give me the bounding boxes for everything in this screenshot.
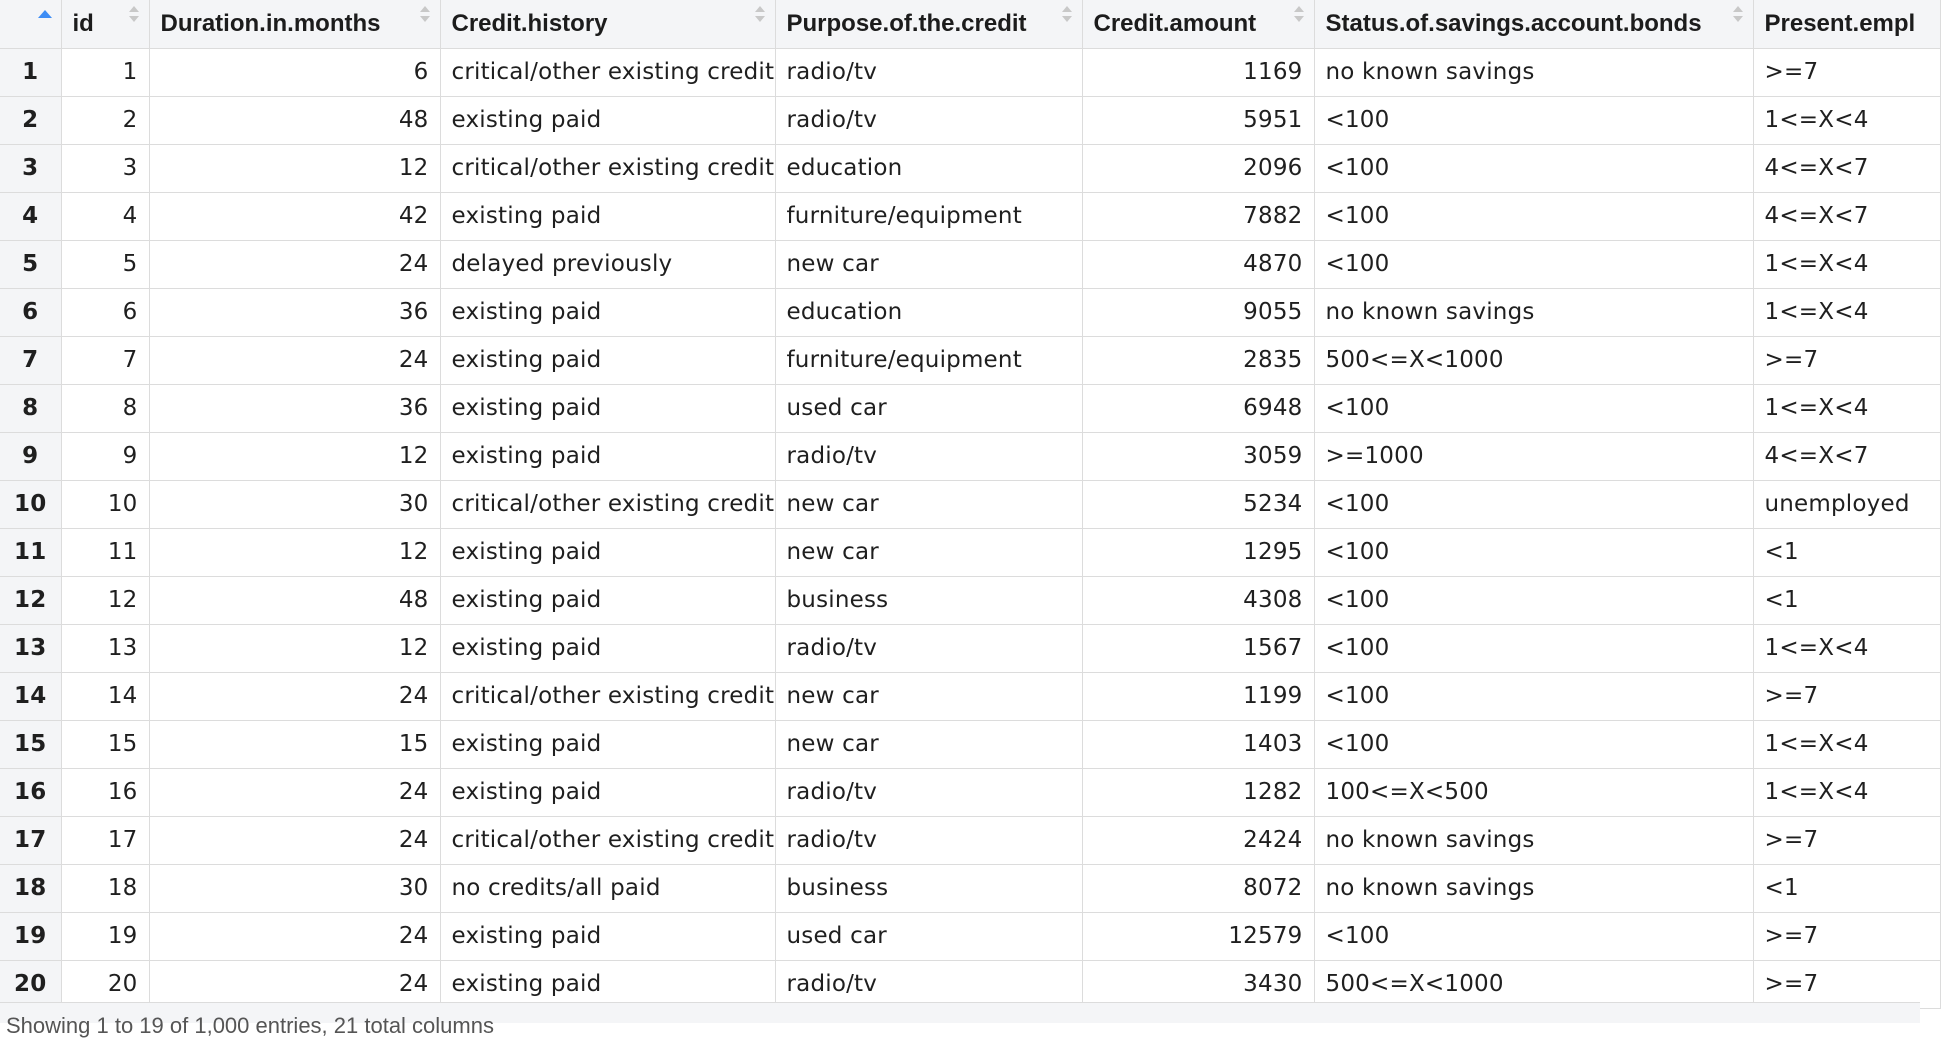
cell-duration: 36 <box>149 384 440 432</box>
cell-savings: >=1000 <box>1314 432 1753 480</box>
row-number: 14 <box>0 672 61 720</box>
table-row <box>0 576 1940 624</box>
cell-id: 19 <box>61 912 149 960</box>
cell-employment: 1<=X<4 <box>1753 240 1940 288</box>
cell-credit-history: existing paid <box>440 384 775 432</box>
row-number: 8 <box>0 384 61 432</box>
row-number: 2 <box>0 96 61 144</box>
cell-credit-history: existing paid <box>440 624 775 672</box>
cell-credit-amount: 1199 <box>1082 672 1314 720</box>
cell-credit-amount: 5951 <box>1082 96 1314 144</box>
column-header-label: id <box>72 9 94 37</box>
table-row <box>0 48 1940 96</box>
cell-purpose: used car <box>775 912 1082 960</box>
sort-icon[interactable] <box>1733 6 1743 28</box>
cell-credit-amount: 3430 <box>1082 960 1314 1008</box>
table-row <box>0 528 1940 576</box>
column-header-label: Credit.history <box>451 9 608 37</box>
cell-id: 15 <box>61 720 149 768</box>
cell-purpose: new car <box>775 672 1082 720</box>
cell-id: 3 <box>61 144 149 192</box>
cell-credit-amount: 2835 <box>1082 336 1314 384</box>
cell-employment: 1<=X<4 <box>1753 624 1940 672</box>
table-row <box>0 336 1940 384</box>
cell-savings: 100<=X<500 <box>1314 768 1753 816</box>
cell-duration: 24 <box>149 336 440 384</box>
sort-icon[interactable] <box>1062 6 1072 28</box>
cell-purpose: new car <box>775 720 1082 768</box>
cell-purpose: radio/tv <box>775 768 1082 816</box>
row-number: 20 <box>0 960 61 1008</box>
cell-id: 10 <box>61 480 149 528</box>
cell-id: 12 <box>61 576 149 624</box>
cell-employment: 4<=X<7 <box>1753 144 1940 192</box>
cell-credit-history: critical/other existing credit <box>440 816 775 864</box>
cell-duration: 12 <box>149 144 440 192</box>
row-number: 12 <box>0 576 61 624</box>
cell-duration: 12 <box>149 528 440 576</box>
cell-credit-history: existing paid <box>440 432 775 480</box>
cell-duration: 6 <box>149 48 440 96</box>
sort-icon[interactable] <box>129 6 139 28</box>
cell-purpose: radio/tv <box>775 48 1082 96</box>
cell-savings: <100 <box>1314 624 1753 672</box>
sort-icon[interactable] <box>755 6 765 28</box>
cell-credit-amount: 1567 <box>1082 624 1314 672</box>
cell-duration: 48 <box>149 96 440 144</box>
cell-savings: 500<=X<1000 <box>1314 960 1753 1008</box>
cell-credit-amount: 8072 <box>1082 864 1314 912</box>
column-header-label: Purpose.of.the.credit <box>786 9 1027 37</box>
cell-credit-history: existing paid <box>440 528 775 576</box>
cell-duration: 36 <box>149 288 440 336</box>
cell-savings: <100 <box>1314 240 1753 288</box>
table-row <box>0 384 1940 432</box>
row-number: 16 <box>0 768 61 816</box>
cell-credit-history: existing paid <box>440 720 775 768</box>
cell-duration: 12 <box>149 624 440 672</box>
row-number: 7 <box>0 336 61 384</box>
cell-credit-amount: 7882 <box>1082 192 1314 240</box>
column-header-credit-amount[interactable] <box>1082 0 1314 48</box>
cell-id: 11 <box>61 528 149 576</box>
cell-purpose: furniture/equipment <box>775 336 1082 384</box>
cell-credit-amount: 1282 <box>1082 768 1314 816</box>
row-number: 6 <box>0 288 61 336</box>
row-number: 13 <box>0 624 61 672</box>
cell-savings: <100 <box>1314 480 1753 528</box>
cell-purpose: radio/tv <box>775 624 1082 672</box>
cell-purpose: education <box>775 288 1082 336</box>
column-header-employment[interactable] <box>1753 0 1940 48</box>
cell-savings: no known savings <box>1314 816 1753 864</box>
cell-credit-amount: 4870 <box>1082 240 1314 288</box>
cell-id: 9 <box>61 432 149 480</box>
cell-credit-history: existing paid <box>440 192 775 240</box>
cell-credit-history: delayed previously <box>440 240 775 288</box>
table-row <box>0 624 1940 672</box>
cell-purpose: business <box>775 576 1082 624</box>
row-number: 19 <box>0 912 61 960</box>
table-row <box>0 864 1940 912</box>
header-row <box>0 0 1940 48</box>
cell-savings: no known savings <box>1314 288 1753 336</box>
cell-savings: <100 <box>1314 528 1753 576</box>
sort-ascending-icon[interactable] <box>38 10 52 18</box>
cell-savings: <100 <box>1314 144 1753 192</box>
cell-savings: <100 <box>1314 576 1753 624</box>
cell-duration: 24 <box>149 912 440 960</box>
column-header-id[interactable] <box>61 0 149 48</box>
column-header-label: Present.empl <box>1764 9 1916 37</box>
cell-employment: 1<=X<4 <box>1753 768 1940 816</box>
table-row <box>0 768 1940 816</box>
cell-savings: <100 <box>1314 912 1753 960</box>
cell-employment: 1<=X<4 <box>1753 720 1940 768</box>
cell-savings: <100 <box>1314 96 1753 144</box>
row-number: 11 <box>0 528 61 576</box>
cell-duration: 24 <box>149 816 440 864</box>
cell-credit-amount: 1403 <box>1082 720 1314 768</box>
cell-id: 8 <box>61 384 149 432</box>
cell-duration: 12 <box>149 432 440 480</box>
cell-purpose: used car <box>775 384 1082 432</box>
cell-credit-history: critical/other existing credit <box>440 480 775 528</box>
cell-purpose: radio/tv <box>775 96 1082 144</box>
cell-id: 14 <box>61 672 149 720</box>
row-number: 4 <box>0 192 61 240</box>
cell-credit-amount: 1295 <box>1082 528 1314 576</box>
cell-credit-amount: 12579 <box>1082 912 1314 960</box>
row-number: 5 <box>0 240 61 288</box>
cell-credit-history: critical/other existing credit <box>440 672 775 720</box>
cell-employment: >=7 <box>1753 912 1940 960</box>
cell-purpose: new car <box>775 240 1082 288</box>
cell-id: 1 <box>61 48 149 96</box>
cell-duration: 15 <box>149 720 440 768</box>
cell-purpose: education <box>775 144 1082 192</box>
cell-employment: 4<=X<7 <box>1753 192 1940 240</box>
cell-credit-amount: 2424 <box>1082 816 1314 864</box>
column-header-credit-history[interactable] <box>440 0 775 48</box>
cell-credit-history: existing paid <box>440 576 775 624</box>
cell-credit-history: critical/other existing credit <box>440 144 775 192</box>
status-bar <box>0 1002 1920 1038</box>
cell-employment: >=7 <box>1753 960 1940 1008</box>
cell-duration: 48 <box>149 576 440 624</box>
column-header-savings[interactable] <box>1314 0 1753 48</box>
cell-id: 18 <box>61 864 149 912</box>
cell-purpose: new car <box>775 528 1082 576</box>
cell-credit-amount: 5234 <box>1082 480 1314 528</box>
cell-employment: <1 <box>1753 576 1940 624</box>
cell-id: 16 <box>61 768 149 816</box>
cell-savings: <100 <box>1314 192 1753 240</box>
cell-employment: >=7 <box>1753 48 1940 96</box>
cell-id: 2 <box>61 96 149 144</box>
table-row <box>0 720 1940 768</box>
row-number: 18 <box>0 864 61 912</box>
sort-icon[interactable] <box>420 6 430 28</box>
cell-savings: 500<=X<1000 <box>1314 336 1753 384</box>
table-row <box>0 816 1940 864</box>
cell-credit-history: critical/other existing credit <box>440 48 775 96</box>
cell-savings: <100 <box>1314 720 1753 768</box>
row-number: 3 <box>0 144 61 192</box>
cell-credit-amount: 9055 <box>1082 288 1314 336</box>
cell-employment: >=7 <box>1753 672 1940 720</box>
cell-purpose: radio/tv <box>775 432 1082 480</box>
cell-savings: <100 <box>1314 672 1753 720</box>
cell-employment: unemployed <box>1753 480 1940 528</box>
cell-credit-amount: 6948 <box>1082 384 1314 432</box>
cell-credit-history: existing paid <box>440 912 775 960</box>
cell-id: 17 <box>61 816 149 864</box>
cell-credit-history: no credits/all paid <box>440 864 775 912</box>
cell-duration: 30 <box>149 864 440 912</box>
cell-id: 13 <box>61 624 149 672</box>
column-header-purpose[interactable] <box>775 0 1082 48</box>
cell-employment: <1 <box>1753 528 1940 576</box>
table-row <box>0 144 1940 192</box>
cell-purpose: furniture/equipment <box>775 192 1082 240</box>
table-row <box>0 288 1940 336</box>
row-number: 10 <box>0 480 61 528</box>
row-number: 1 <box>0 48 61 96</box>
cell-credit-history: existing paid <box>440 336 775 384</box>
cell-savings: no known savings <box>1314 864 1753 912</box>
cell-credit-history: existing paid <box>440 768 775 816</box>
cell-purpose: radio/tv <box>775 816 1082 864</box>
column-header-label: Status.of.savings.account.bonds <box>1325 9 1702 37</box>
cell-duration: 24 <box>149 672 440 720</box>
cell-id: 6 <box>61 288 149 336</box>
cell-employment: >=7 <box>1753 336 1940 384</box>
column-header-rownum[interactable] <box>0 0 61 48</box>
table-row <box>0 480 1940 528</box>
cell-purpose: new car <box>775 480 1082 528</box>
cell-duration: 42 <box>149 192 440 240</box>
cell-savings: <100 <box>1314 384 1753 432</box>
cell-duration: 24 <box>149 768 440 816</box>
cell-id: 5 <box>61 240 149 288</box>
cell-purpose: business <box>775 864 1082 912</box>
table-body <box>0 48 1940 1008</box>
cell-id: 7 <box>61 336 149 384</box>
cell-credit-amount: 4308 <box>1082 576 1314 624</box>
cell-employment: 1<=X<4 <box>1753 96 1940 144</box>
cell-credit-history: existing paid <box>440 960 775 1008</box>
table-row <box>0 240 1940 288</box>
table-row <box>0 672 1940 720</box>
column-header-label: Credit.amount <box>1093 9 1257 37</box>
cell-employment: >=7 <box>1753 816 1940 864</box>
column-header-label: Duration.in.months <box>160 9 381 37</box>
table-row <box>0 960 1940 1008</box>
cell-credit-history: existing paid <box>440 96 775 144</box>
cell-employment: 4<=X<7 <box>1753 432 1940 480</box>
cell-credit-amount: 2096 <box>1082 144 1314 192</box>
cell-employment: <1 <box>1753 864 1940 912</box>
cell-duration: 24 <box>149 240 440 288</box>
cell-employment: 1<=X<4 <box>1753 288 1940 336</box>
table-row <box>0 192 1940 240</box>
entries-status-text: Showing 1 to 19 of 1,000 entries, 21 total columns <box>6 1013 494 1038</box>
cell-purpose: radio/tv <box>775 960 1082 1008</box>
cell-savings: no known savings <box>1314 48 1753 96</box>
row-number: 15 <box>0 720 61 768</box>
cell-employment: 1<=X<4 <box>1753 384 1940 432</box>
row-number: 9 <box>0 432 61 480</box>
table-row <box>0 432 1940 480</box>
table-row <box>0 912 1940 960</box>
cell-duration: 30 <box>149 480 440 528</box>
cell-duration: 24 <box>149 960 440 1008</box>
cell-credit-amount: 3059 <box>1082 432 1314 480</box>
cell-id: 4 <box>61 192 149 240</box>
sort-icon[interactable] <box>1294 6 1304 28</box>
column-header-duration[interactable] <box>149 0 440 48</box>
row-number: 17 <box>0 816 61 864</box>
table-row <box>0 96 1940 144</box>
cell-id: 20 <box>61 960 149 1008</box>
cell-credit-history: existing paid <box>440 288 775 336</box>
cell-credit-amount: 1169 <box>1082 48 1314 96</box>
